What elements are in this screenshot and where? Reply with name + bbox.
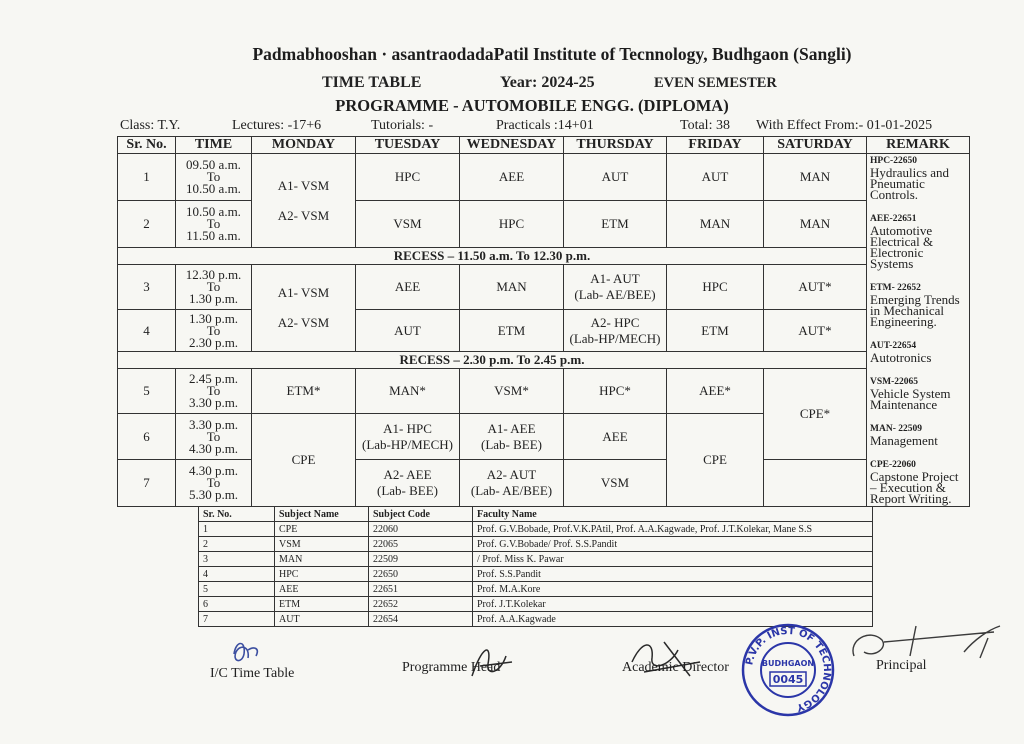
col-header-code: Subject Code [369,507,473,522]
wednesday-cell [460,414,564,460]
remark-code: VSM-22065 [870,377,919,387]
semester: EVEN SEMESTER [654,75,777,91]
sr-no: 5 [199,582,275,597]
subject-code: 22651 [369,582,473,597]
wednesday-cell: MAN [460,265,564,310]
principal-label: Principal [876,658,927,673]
table-row [118,369,970,414]
cell-text: (Lab- BEE) [376,483,438,498]
remark-item [870,460,966,504]
subject-code: 22650 [369,567,473,582]
thursday-cell: AUT [564,154,667,201]
recess-row [118,352,970,369]
cell-text: A2- HPC [590,314,640,330]
cell-text: A2- VSM [277,315,330,330]
faculty-name: Prof. G.V.Bobade, Prof.V.K.PAtil, Prof. A.A.Kagwade, Prof. J.T.Kolekar, Mane S.S [473,522,873,537]
cell-text: (Lab-HP/MECH) [569,330,661,346]
thursday-cell [564,265,667,310]
col-header-time: TIME [176,137,252,154]
table-row [199,567,873,582]
sr-no: 4 [118,310,176,352]
subject-code: 22652 [369,597,473,612]
remark-name: Hydraulics and Pneumatic Controls. [870,165,950,202]
recess-row [118,248,970,265]
cell-text: A1- AUT [590,271,640,286]
faculty-name: / Prof. Miss K. Pawar [473,552,873,567]
table-row [199,537,873,552]
col-header-wednesday: WEDNESDAY [460,137,564,154]
practicals-label: Practicals :14+01 [496,118,594,133]
sr-no: 1 [118,154,176,201]
table-row [199,552,873,567]
sr-no: 2 [118,201,176,248]
thursday-cell: VSM [564,460,667,507]
remark-code: CPE-22060 [870,460,916,470]
remark-name: Automotive Electrical & Electronic Systems [870,223,934,271]
remark-code: MAN- 22509 [870,424,922,434]
header-row [118,137,970,154]
time-start: 09.50 a.m. [186,157,241,172]
time-to: To [206,383,221,398]
col-header-remark: REMARK [867,137,970,154]
cell-text: A2- AUT [486,467,537,482]
sr-no: 6 [118,414,176,460]
lectures-label: Lectures: -17+6 [232,118,322,133]
cell-text: (Lab- BEE) [480,436,542,452]
remark-name: Management [870,433,938,448]
class-label: Class: T.Y. [120,118,181,133]
time-to: To [206,216,221,231]
cell-text: A1- HPC [383,420,432,436]
remark-item [870,156,966,200]
col-header-faculty: Faculty Name [473,507,873,522]
programme-title: PROGRAMME - AUTOMOBILE ENGG. (DIPLOMA) [335,96,729,115]
academic-year: Year: 2024-25 [500,74,595,91]
faculty-name: Prof. A.A.Kagwade [473,612,873,627]
time-end: 2.30 p.m. [188,334,239,350]
subject-name: AUT [275,612,369,627]
time-slot [176,154,252,201]
remark-code: ETM- 22652 [870,283,921,293]
saturday-cell: MAN [764,154,867,201]
subject-name: HPC [275,567,369,582]
time-slot [176,369,252,414]
remark-code: AEE-22651 [870,214,917,224]
institute-name: Padmabhooshan · asantraodadaPatil Institute of Tecnnology, Budhgaon (Sangli) [252,44,852,64]
friday-cell: ETM [667,310,764,352]
time-to: To [206,475,221,490]
friday-cell: AEE* [667,369,764,414]
friday-cell: MAN [667,201,764,248]
subject-name: VSM [275,537,369,552]
institute-stamp-icon [740,622,836,718]
tuesday-cell: AEE [356,265,460,310]
subject-table [198,506,873,627]
time-start: 10.50 a.m. [186,204,241,219]
time-slot [176,310,252,352]
tutorials-label: Tutorials: - [371,118,434,133]
col-header-friday: FRIDAY [667,137,764,154]
col-header-monday: MONDAY [252,137,356,154]
subject-name: ETM [275,597,369,612]
tuesday-cell [356,414,460,460]
effect-date: With Effect From:- 01-01-2025 [756,118,933,133]
remark-code: AUT-22654 [870,341,917,351]
thursday-cell [564,310,667,352]
remark-code: HPC-22650 [870,156,917,166]
saturday-cell: MAN [764,201,867,248]
monday-cell: CPE [252,414,356,507]
time-start: 3.30 p.m. [188,416,239,432]
remark-name: Emerging Trends in Mechanical Engineering. [870,292,960,329]
cell-text: A2- AEE [383,467,432,482]
thursday-cell: HPC* [564,369,667,414]
cell-text: A2- VSM [277,207,330,223]
saturday-cell: CPE* [764,369,867,460]
friday-cell: HPC [667,265,764,310]
time-start: 12.30 p.m. [185,267,242,282]
remark-column [867,154,970,507]
thursday-cell: AEE [564,414,667,460]
col-header-sr: Sr. No. [199,507,275,522]
time-to: To [206,279,221,294]
cell-text: (Lab- AE/BEE) [470,483,553,498]
monday-cell [252,265,356,352]
subject-name: AEE [275,582,369,597]
faculty-name: Prof. M.A.Kore [473,582,873,597]
wednesday-cell: AEE [460,154,564,201]
sr-no: 3 [118,265,176,310]
time-end: 5.30 p.m. [188,487,239,502]
sr-no: 3 [199,552,275,567]
monday-cell [252,154,356,248]
wednesday-cell [460,460,564,507]
time-to: To [206,428,221,444]
time-to: To [206,322,221,338]
cell-text: A1- VSM [277,285,330,300]
time-end: 1.30 p.m. [188,291,239,306]
table-row [199,597,873,612]
stamp-ring-text: P.V.P. INST OF TECHNOLOGY [744,625,833,713]
faculty-name: Prof. S.S.Pandit [473,567,873,582]
sr-no: 2 [199,537,275,552]
time-slot [176,265,252,310]
subject-name: CPE [275,522,369,537]
subject-code: 22065 [369,537,473,552]
time-end: 4.30 p.m. [188,440,239,456]
tuesday-cell: AUT [356,310,460,352]
remark-name: Vehicle System Maintenance [870,386,951,412]
col-header-sr: Sr. No. [118,137,176,154]
time-slot [176,460,252,507]
monday-cell: ETM* [252,369,356,414]
remark-name: Autotronics [870,350,932,365]
wednesday-cell: ETM [460,310,564,352]
total-label: Total: 38 [680,118,730,133]
sr-no: 1 [199,522,275,537]
time-start: 1.30 p.m. [188,310,239,326]
subject-header-row [199,507,873,522]
time-start: 2.45 p.m. [188,371,239,386]
sr-no: 7 [118,460,176,507]
remark-item [870,214,966,269]
table-row [199,522,873,537]
cell-text: A1- VSM [277,177,330,193]
friday-cell: CPE [667,414,764,507]
cell-text: (Lab-HP/MECH) [362,436,453,452]
wednesday-cell: VSM* [460,369,564,414]
academic-director-label: Academic Director [622,660,729,675]
cell-text: (Lab- AE/BEE) [574,287,656,302]
tuesday-cell [356,460,460,507]
stamp-number-text: 0045 [772,673,804,686]
remark-item [870,341,966,363]
col-header-thursday: THURSDAY [564,137,667,154]
sr-no: 6 [199,597,275,612]
timetable-grid [117,136,970,507]
table-row [118,460,970,507]
table-row [118,201,970,248]
tuesday-cell: MAN* [356,369,460,414]
remark-item [870,377,966,410]
saturday-cell [764,460,867,507]
saturday-cell: AUT* [764,265,867,310]
subject-name: MAN [275,552,369,567]
table-row [118,265,970,310]
friday-cell: AUT [667,154,764,201]
subject-code: 22060 [369,522,473,537]
time-end: 10.50 a.m. [186,181,241,196]
time-start: 4.30 p.m. [188,463,239,478]
col-header-saturday: SATURDAY [764,137,867,154]
recess-2: RECESS – 2.30 p.m. To 2.45 p.m. [118,352,867,369]
tuesday-cell: HPC [356,154,460,201]
remark-item [870,424,966,446]
thursday-cell: ETM [564,201,667,248]
stamp-center-text: BUDHGAON [761,659,815,668]
remark-name: Capstone Project – Execution & Report Writing. [870,469,959,506]
wednesday-cell: HPC [460,201,564,248]
saturday-cell: AUT* [764,310,867,352]
subject-code: 22654 [369,612,473,627]
subject-code: 22509 [369,552,473,567]
ic-time-table-label: I/C Time Table [210,666,295,681]
remark-item [870,283,966,327]
table-row [118,310,970,352]
sr-no: 5 [118,369,176,414]
time-slot [176,201,252,248]
faculty-name: Prof. J.T.Kolekar [473,597,873,612]
col-header-subject: Subject Name [275,507,369,522]
recess-1: RECESS – 11.50 a.m. To 12.30 p.m. [118,248,867,265]
cell-text: A1- AEE [487,420,536,436]
time-end: 3.30 p.m. [188,395,239,410]
faculty-name: Prof. G.V.Bobade/ Prof. S.S.Pandit [473,537,873,552]
time-slot [176,414,252,460]
table-row [118,154,970,201]
col-header-tuesday: TUESDAY [356,137,460,154]
sr-no: 7 [199,612,275,627]
sr-no: 4 [199,567,275,582]
tuesday-cell: VSM [356,201,460,248]
time-to: To [206,169,221,184]
programme-head-label: Programme Head [402,660,501,675]
table-row [199,582,873,597]
time-table-title: TIME TABLE [322,74,422,91]
time-end: 11.50 a.m. [186,228,241,243]
